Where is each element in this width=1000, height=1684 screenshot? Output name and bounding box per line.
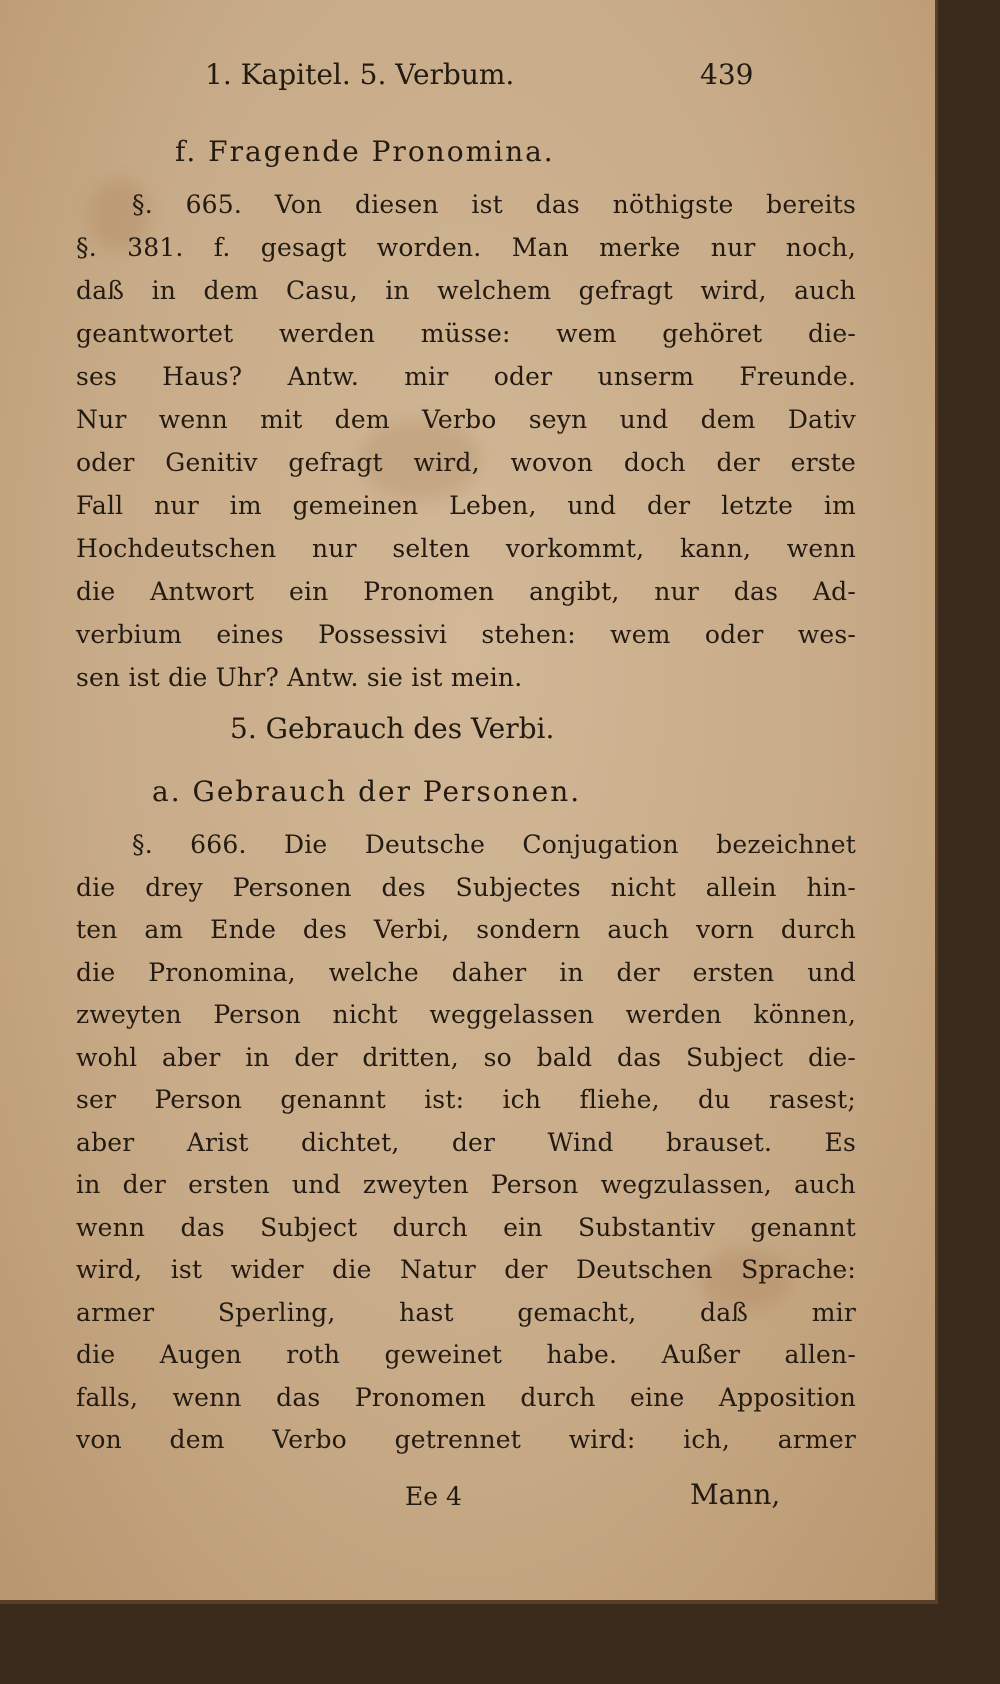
section-heading-f: f. Fragende Pronomina.: [175, 135, 555, 168]
text-line: sen ist die Uhr? Antw. sie ist mein.: [76, 663, 523, 692]
text-line: wird, ist wider die Natur der Deutschen Sprache:: [76, 1255, 856, 1284]
text-line: die Augen roth geweinet habe. Außer allen-: [76, 1340, 856, 1369]
text-line: die Antwort ein Pronomen angibt, nur das Ad-: [76, 577, 856, 606]
text-line: Fall nur im gemeinen Leben, und der letzte im: [76, 491, 856, 520]
text-line: ser Person genannt ist: ich fliehe, du rasest;: [76, 1085, 856, 1114]
text-line: armer Sperling, hast gemacht, daß mir: [76, 1297, 856, 1327]
text-line: daß in dem Casu, in welchem gefragt wird, auch: [76, 276, 856, 305]
text-line: Nur wenn mit dem Verbo seyn und dem Dativ: [76, 405, 856, 434]
text-line: §. 381. f. gesagt worden. Man merke nur noch,: [76, 233, 856, 262]
text-line: oder Genitiv gefragt wird, wovon doch der erste: [76, 448, 856, 477]
text-line: ten am Ende des Verbi, sondern auch vorn durch: [76, 915, 856, 944]
text-line: wohl aber in der dritten, so bald das Subject die-: [76, 1042, 856, 1072]
catchword: Mann,: [690, 1478, 781, 1511]
section-heading-5: 5. Gebrauch des Verbi.: [230, 712, 555, 745]
text-line: §. 665. Von diesen ist das nöthigste bereits: [132, 190, 856, 219]
subsection-heading-a: a. Gebrauch der Personen.: [152, 775, 582, 808]
text-line: aber Arist dichtet, der Wind brauset. Es: [76, 1127, 856, 1157]
page-number: 439: [700, 58, 754, 91]
signature-mark: Ee 4: [405, 1482, 462, 1511]
text-line: die Pronomina, welche daher in der ersten und: [76, 957, 856, 987]
running-title: 1. Kapitel. 5. Verbum.: [205, 58, 515, 91]
text-line: von dem Verbo getrennet wird: ich, armer: [76, 1425, 856, 1454]
text-line: wenn das Subject durch ein Substantiv genannt: [76, 1212, 856, 1242]
text-line: Hochdeutschen nur selten vorkommt, kann, wenn: [76, 534, 856, 563]
text-line: geantwortet werden müsse: wem gehöret die-: [76, 319, 856, 348]
text-line: zweyten Person nicht weggelassen werden können,: [76, 1000, 856, 1029]
text-line: in der ersten und zweyten Person wegzulassen, auch: [76, 1170, 856, 1199]
text-line: ses Haus? Antw. mir oder unserm Freunde.: [76, 362, 856, 391]
text-line: verbium eines Possessivi stehen: wem oder wes-: [76, 620, 856, 649]
text-line: falls, wenn das Pronomen durch eine Apposition: [76, 1382, 856, 1412]
text-line: die drey Personen des Subjectes nicht allein hin-: [76, 872, 856, 902]
text-line: §. 666. Die Deutsche Conjugation bezeichnet: [132, 830, 856, 859]
